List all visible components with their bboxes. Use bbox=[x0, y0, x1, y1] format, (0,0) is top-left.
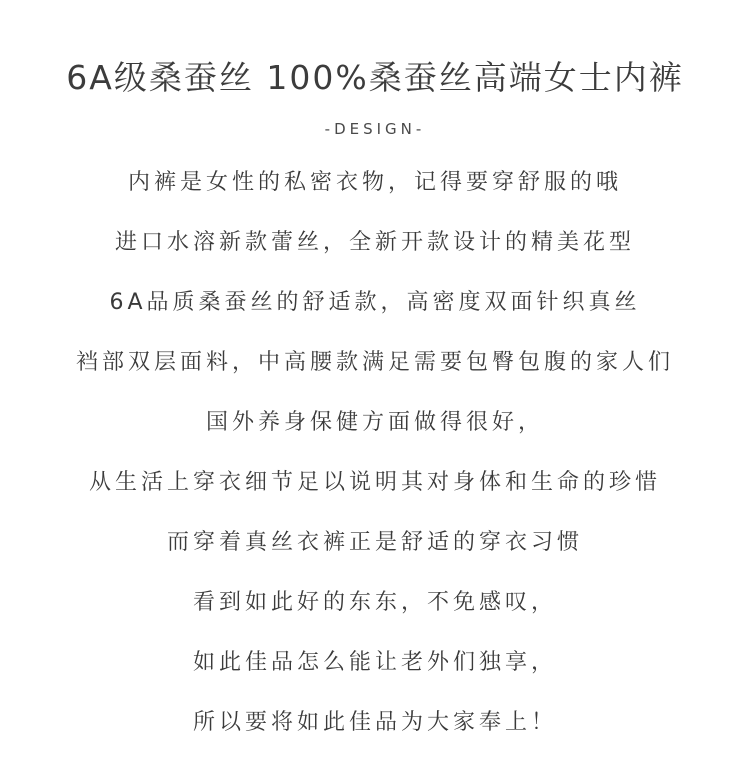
description-line: 进口水溶新款蕾丝，全新开款设计的精美花型 bbox=[114, 230, 635, 255]
description-line: 从生活上穿衣细节足以说明其对身体和生命的珍惜 bbox=[88, 470, 661, 495]
description-line: 所以要将如此佳品为大家奉上！ bbox=[192, 710, 557, 735]
description-line: 而穿着真丝衣裤正是舒适的穿衣习惯 bbox=[166, 530, 583, 555]
description-line: 裆部双层面料，中高腰款满足需要包臀包腹的家人们 bbox=[75, 350, 674, 375]
description-lines bbox=[0, 166, 750, 766]
page-title: 6A级桑蚕丝 100%桑蚕丝高端女士内裤 bbox=[66, 58, 684, 97]
description-line: 内裤是女性的私密衣物，记得要穿舒服的哦 bbox=[127, 170, 622, 195]
description-line: 看到如此好的东东，不免感叹， bbox=[192, 590, 557, 615]
description-line: 6A品质桑蚕丝的舒适款，高密度双面针织真丝 bbox=[109, 290, 641, 315]
description-line: 如此佳品怎么能让老外们独享， bbox=[192, 650, 557, 675]
description-line: 国外养身保健方面做得很好， bbox=[205, 410, 544, 435]
design-subtitle: -DESIGN- bbox=[324, 120, 426, 138]
